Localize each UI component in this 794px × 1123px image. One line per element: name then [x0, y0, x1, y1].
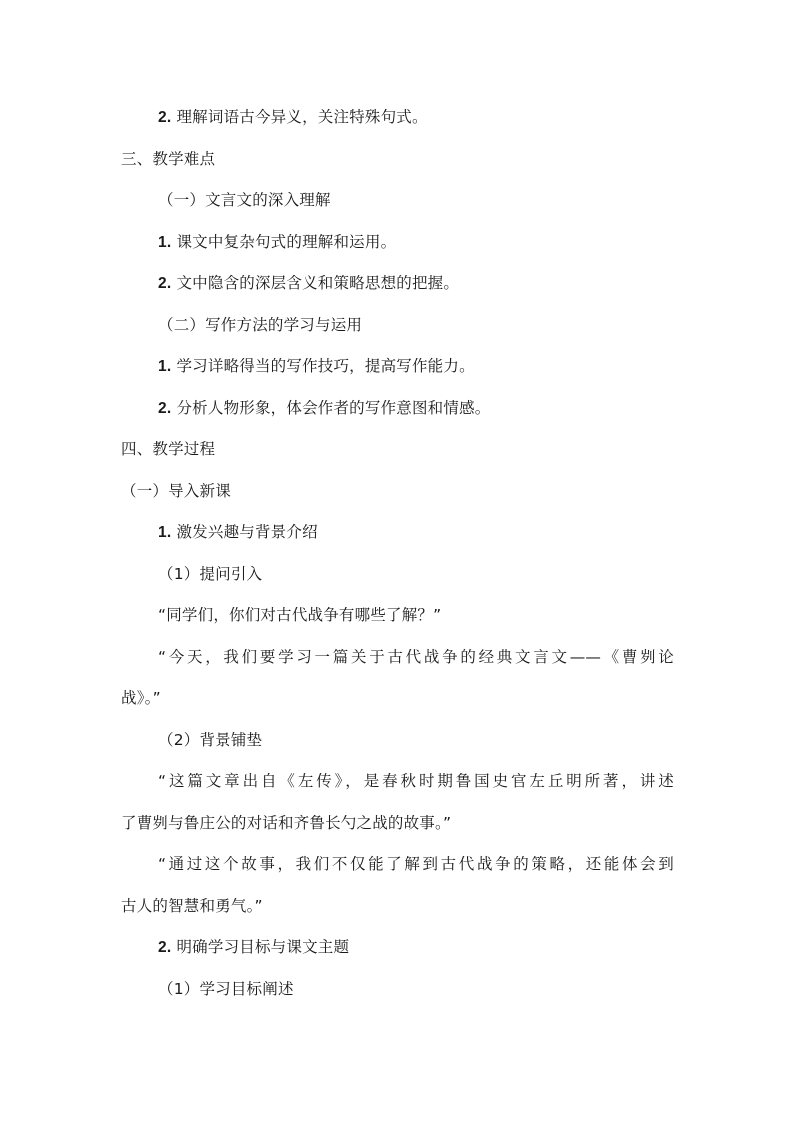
line-text: 文中隐含的深层含义和策略思想的把握。	[176, 274, 460, 292]
line-text: 明确学习目标与课文主题	[176, 938, 350, 956]
quote-line-continued	[121, 896, 263, 916]
line-text: “同学们，你们对古代战争有哪些了解？”	[158, 606, 442, 624]
subsection-heading	[121, 481, 231, 501]
line-text: 学习详略得当的写作技巧，提高写作能力。	[176, 357, 475, 375]
line-text: 三、教学难点	[121, 150, 216, 168]
line-text: 古人的智慧和勇气。”	[121, 897, 263, 915]
line-text: “今天，我们要学习一篇关于古代战争的经典文言文——《曹刿论	[158, 648, 674, 666]
list-number: 1.	[158, 358, 172, 375]
sub-item-heading	[158, 979, 294, 999]
line-text: （1）提问引入	[158, 565, 263, 583]
line-text: 分析人物形象，体会作者的写作意图和情感。	[176, 399, 491, 417]
section-heading	[121, 439, 215, 459]
subsection-heading	[158, 315, 362, 335]
list-number: 2.	[158, 275, 172, 292]
list-number: 2.	[158, 109, 172, 126]
line-text: 了曹刿与鲁庄公的对话和齐鲁长勺之战的故事。”	[121, 814, 452, 832]
list-number: 2.	[158, 400, 172, 417]
line-text: 激发兴趣与背景介绍	[176, 523, 318, 541]
line-text: （1）学习目标阐述	[158, 980, 294, 998]
text-line	[158, 107, 428, 128]
text-line	[158, 937, 349, 958]
quote-line	[158, 771, 674, 791]
line-text: （一）文言文的深入理解	[158, 191, 331, 209]
line-text: 课文中复杂句式的理解和运用。	[176, 233, 397, 251]
quote-line	[158, 854, 674, 874]
line-text: （二）写作方法的学习与运用	[158, 316, 363, 334]
line-text: 四、教学过程	[121, 440, 216, 458]
text-line	[158, 522, 318, 543]
subsection-heading	[158, 190, 331, 210]
quote-line-continued	[121, 688, 161, 708]
section-heading	[121, 149, 215, 169]
line-text: （一）导入新课	[121, 482, 231, 500]
list-number: 2.	[158, 939, 172, 956]
list-number: 1.	[158, 234, 172, 251]
line-text: （2）背景铺垫	[158, 731, 263, 749]
line-text: “这篇文章出自《左传》，是春秋时期鲁国史官左丘明所著，讲述	[158, 772, 674, 790]
text-line	[158, 273, 459, 294]
sub-item-heading	[158, 564, 262, 584]
sub-item-heading	[158, 730, 262, 750]
line-text: 战》。”	[121, 689, 161, 707]
quote-line	[158, 647, 674, 667]
text-line	[158, 232, 396, 253]
quote-line	[158, 605, 441, 625]
text-line	[158, 356, 475, 377]
line-text: “通过这个故事，我们不仅能了解到古代战争的策略，还能体会到	[158, 855, 674, 873]
quote-line-continued	[121, 813, 451, 833]
line-text: 理解词语古今异义，关注特殊句式。	[176, 108, 428, 126]
list-number: 1.	[158, 524, 172, 541]
text-line	[158, 398, 490, 419]
